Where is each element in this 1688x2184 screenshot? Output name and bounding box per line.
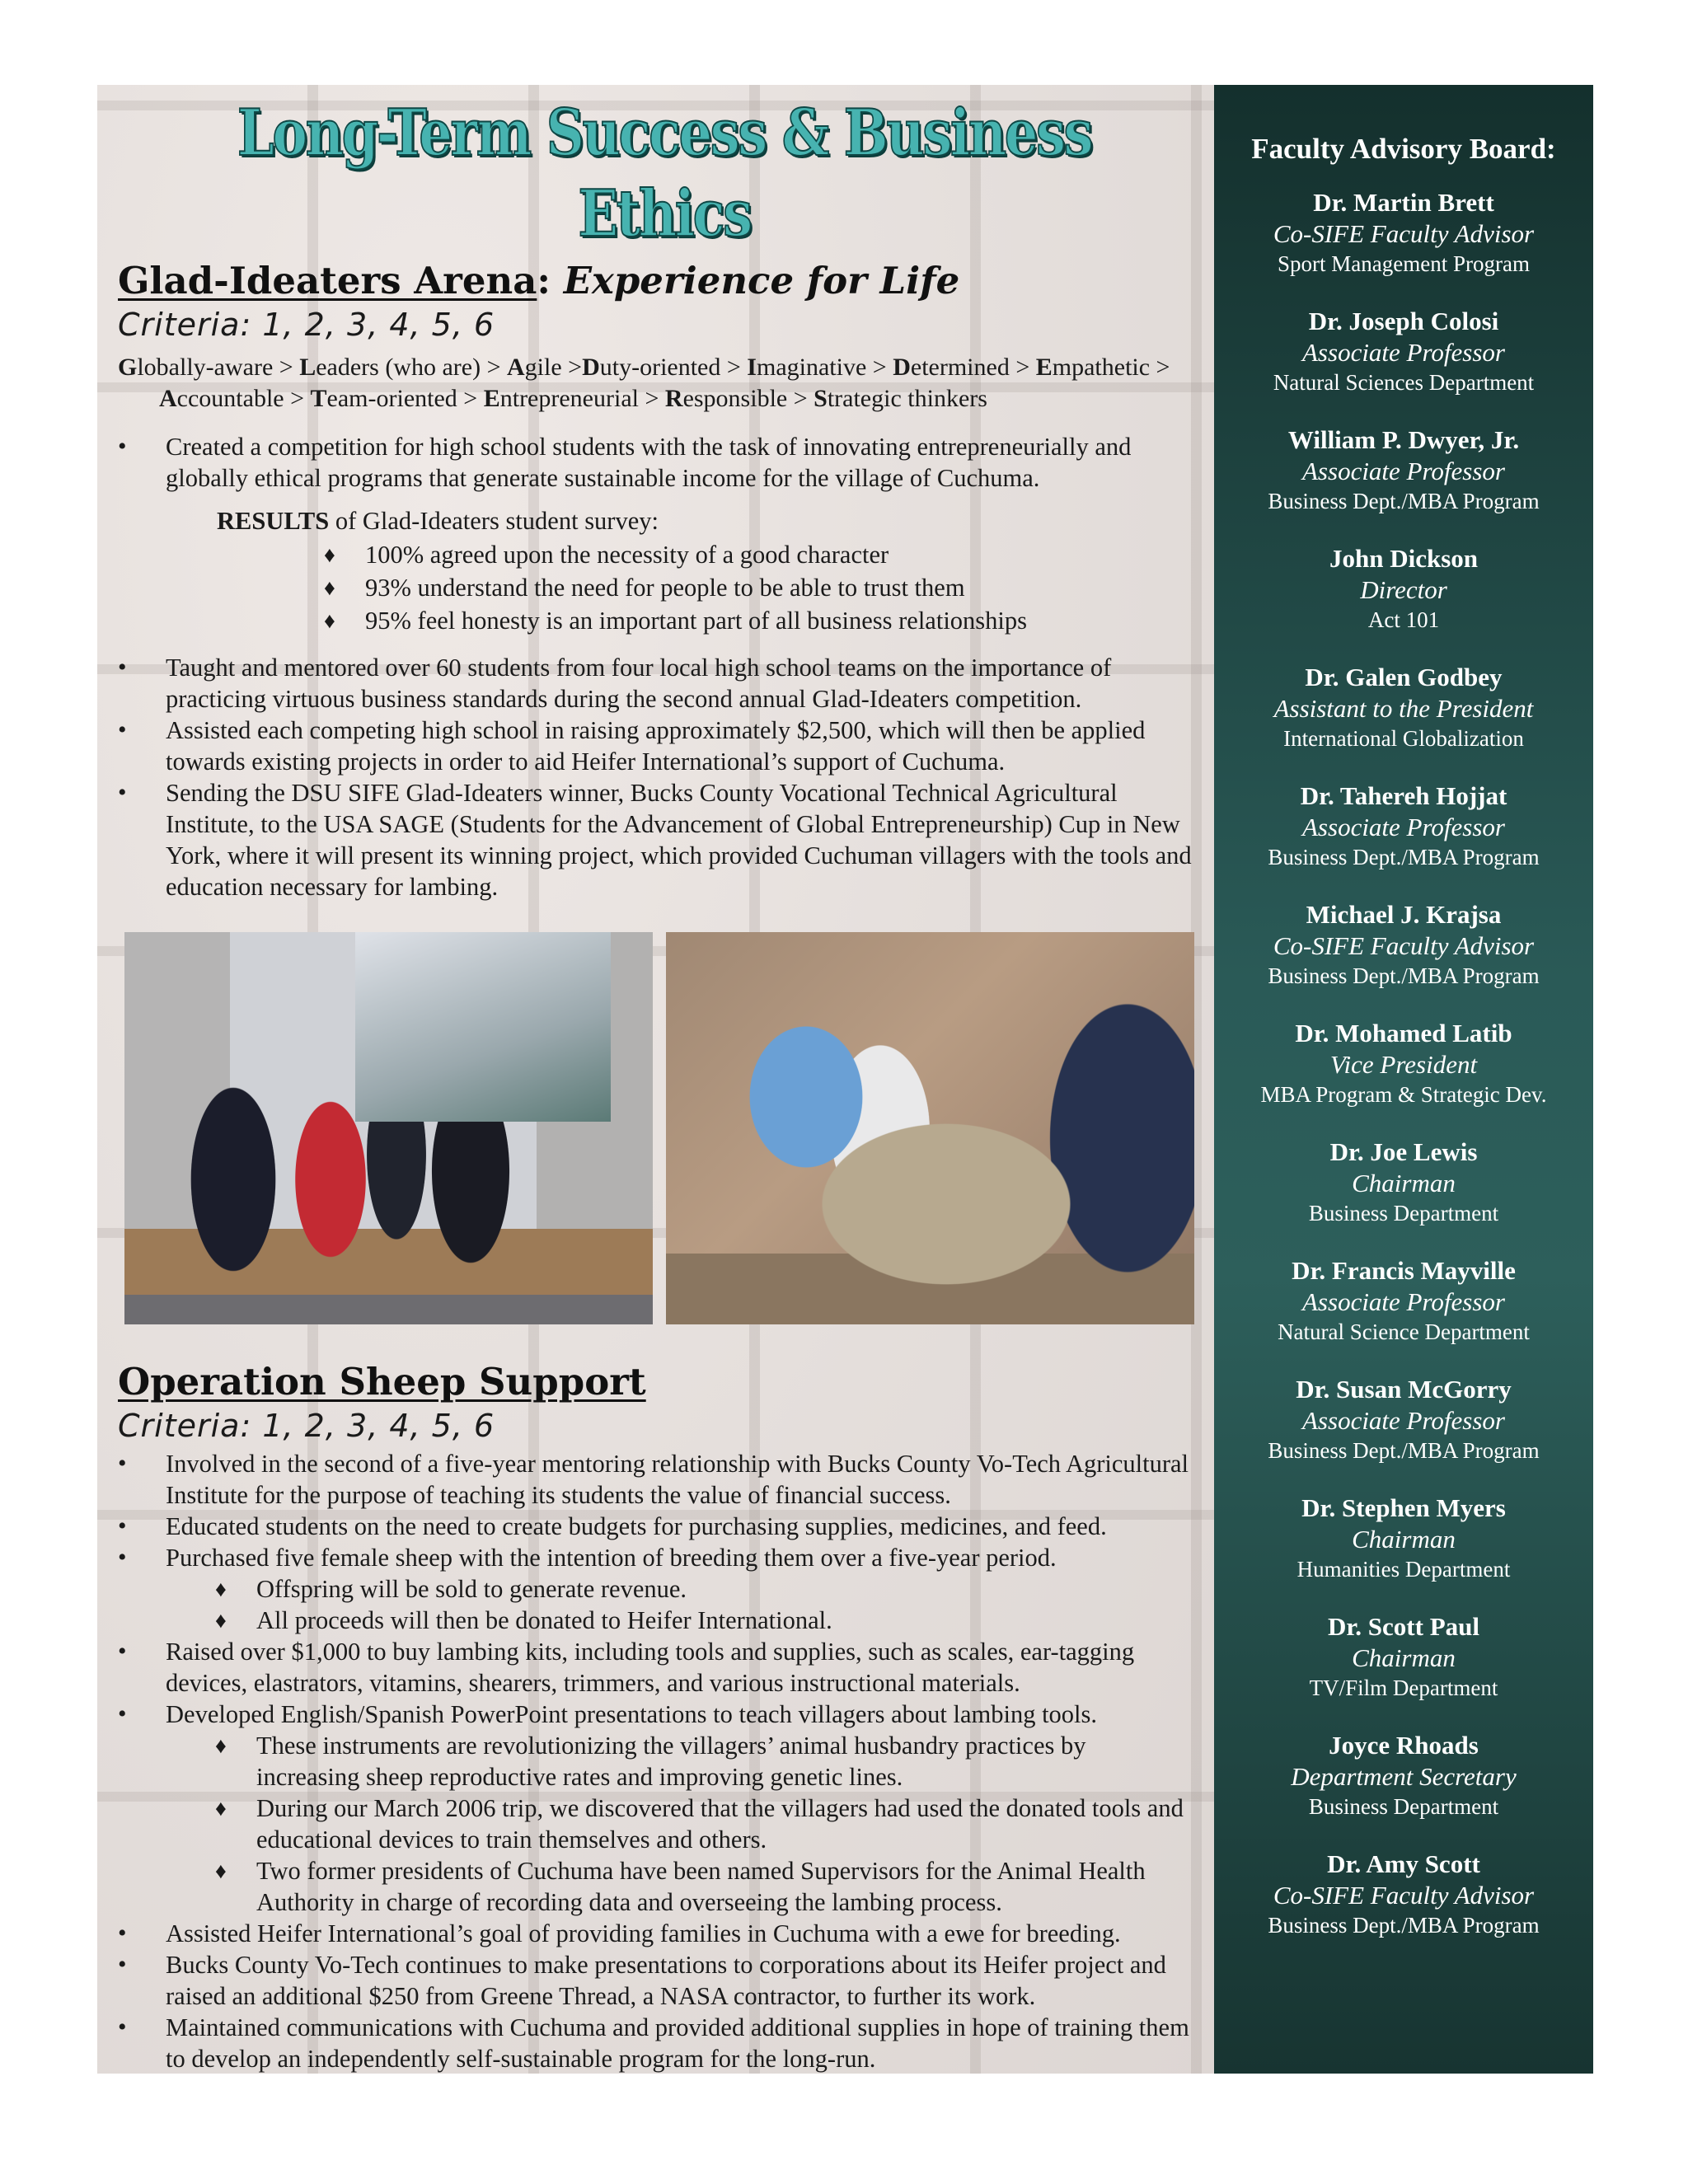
acronym-word: trategic thinkers: [827, 385, 987, 412]
results-label: RESULTS: [217, 507, 330, 535]
projector-screen: [355, 932, 611, 1122]
board-member: [1214, 1137, 1593, 1227]
list-item: [118, 1699, 1194, 1918]
member-department: Business Department: [1308, 1201, 1499, 1226]
list-item: [118, 1542, 1194, 1636]
member-role: Associate Professor: [1302, 813, 1505, 841]
acronym-word: eam-oriented >: [326, 385, 484, 412]
member-role: Associate Professor: [1302, 1406, 1505, 1435]
list-item: [118, 1918, 1194, 1949]
board-member: [1214, 1611, 1593, 1702]
acronym-letter: D: [893, 354, 911, 381]
acronym-word: gile >: [524, 354, 583, 381]
acronym-letter: D: [582, 354, 600, 381]
sub-list-item: ♦ Two former presidents of Cuchuma have been named Supervisors for the Animal Health Authority in charge of recording data and overseeing the lambing process.: [215, 1855, 1194, 1918]
board-member: [1214, 1849, 1593, 1939]
member-name: Dr. Galen Godbey: [1305, 663, 1503, 691]
sub-list-item: ♦ Offspring will be sold to generate revenue.: [215, 1573, 1194, 1605]
board-member: [1214, 662, 1593, 752]
glad-bullet-list-2: [118, 652, 1194, 902]
member-department: Business Department: [1308, 1794, 1499, 1819]
photo-row: [124, 932, 1194, 1324]
list-item: [118, 1636, 1194, 1699]
member-role: Associate Professor: [1302, 338, 1505, 367]
member-role: Chairman: [1352, 1169, 1456, 1197]
acronym-letter: A: [507, 354, 525, 381]
glad-title-sub: Experience for Life: [563, 259, 960, 302]
list-item: • Sending the DSU SIFE Glad-Ideaters winner, Bucks County Vocational Technical Agricultural Institute, to the USA SAGE (Students for the Advancement of Global Entrepreneurship) Cup in New York, where it will present its winning project, which provided Cuchuman villagers with the tools and education necessary for lambing.: [118, 777, 1194, 902]
list-item-text: Maintained communications with Cuchuma and provided additional supplies in hope of training them to develop an independently self-sustainable program for the long-run.: [166, 2013, 1189, 2073]
glad-bullet-list-1: [118, 431, 1194, 494]
list-item-text: Assisted Heifer International’s goal of providing families in Cuchuma with a ewe for breeding.: [166, 1919, 1121, 1947]
member-role: Chairman: [1352, 1525, 1456, 1554]
sub-list: [166, 1573, 1194, 1636]
list-item: [118, 1448, 1194, 1511]
list-item-text: Developed English/Spanish PowerPoint presentations to teach villagers about lambing tools.: [166, 1700, 1098, 1728]
board-member: [1214, 1493, 1593, 1583]
member-name: Dr. Stephen Myers: [1301, 1493, 1506, 1522]
sub-list-item: ♦ These instruments are revolutionizing the villagers’ animal husbandry practices by increasing sheep reproductive rates and improving genetic lines.: [215, 1730, 1194, 1793]
sheep-criteria: Criteria: 1, 2, 3, 4, 5, 6: [118, 1408, 495, 1444]
acronym-word: lobally-aware >: [137, 354, 300, 381]
glad-ideaters-title: [118, 258, 1194, 304]
list-item-text: Purchased five female sheep with the intention of breeding them over a five-year period.: [166, 1544, 1057, 1572]
member-department: Business Dept./MBA Program: [1268, 963, 1540, 988]
member-name: Dr. Tahereh Hojjat: [1300, 781, 1507, 810]
glad-acronym-line: [118, 352, 1194, 415]
board-member: [1214, 306, 1593, 396]
member-department: Sport Management Program: [1278, 251, 1530, 276]
member-department: Humanities Department: [1296, 1557, 1511, 1582]
member-name: Dr. Amy Scott: [1327, 1849, 1480, 1878]
acronym-word: maginative >: [756, 354, 893, 381]
acronym-word: ccountable >: [176, 385, 311, 412]
glad-results-list: [118, 538, 1194, 637]
list-item: ♦ 93% understand the need for people to be able to trust them: [324, 571, 1194, 604]
member-department: Business Dept./MBA Program: [1268, 1913, 1540, 1938]
member-department: International Globalization: [1283, 726, 1524, 751]
list-item-text: Involved in the second of a five-year mentoring relationship with Bucks County Vo-Tech Agricultural Institute for the purpose of teaching its students the value of financial success.: [166, 1450, 1189, 1509]
page: [97, 85, 1593, 2074]
sub-list-item: ♦ All proceeds will then be donated to Heifer International.: [215, 1605, 1194, 1636]
glad-title-colon: :: [537, 259, 551, 302]
acronym-word: eaders (who are) >: [316, 354, 507, 381]
acronym-letter: A: [159, 385, 177, 412]
member-name: Michael J. Krajsa: [1306, 900, 1502, 929]
acronym-letter: S: [814, 385, 828, 412]
sheep-title-text: Operation Sheep Support: [118, 1360, 646, 1404]
list-item-text: Educated students on the need to create budgets for purchasing supplies, medicines, and feed.: [166, 1512, 1107, 1540]
member-role: Co-SIFE Faculty Advisor: [1273, 1881, 1535, 1910]
member-role: Associate Professor: [1302, 457, 1505, 485]
member-role: Chairman: [1352, 1643, 1456, 1672]
member-name: Dr. Francis Mayville: [1292, 1256, 1516, 1285]
member-department: Natural Science Department: [1278, 1319, 1530, 1344]
member-role: Vice President: [1329, 1050, 1478, 1079]
member-department: Business Dept./MBA Program: [1268, 1438, 1540, 1463]
member-department: Business Dept./MBA Program: [1268, 845, 1540, 869]
list-item: [118, 1949, 1194, 2012]
list-item-text: Bucks County Vo-Tech continues to make presentations to corporations about its Heifer project and raised an additional $250 from Greene Thread, a NASA contractor, to further its work.: [166, 1951, 1166, 2010]
member-name: Dr. Scott Paul: [1328, 1612, 1479, 1641]
list-item: • Assisted each competing high school in raising approximately $2,500, which will then be applied towards existing projects in order to aid Heifer International’s support of Cuchuma.: [118, 715, 1194, 777]
member-role: Co-SIFE Faculty Advisor: [1273, 219, 1535, 248]
main-content: [97, 85, 1214, 2074]
board-member: [1214, 1255, 1593, 1346]
list-item-text: Raised over $1,000 to buy lambing kits, including tools and supplies, such as scales, ear-tagging devices, elastrators, vitamins, shearers, trimmers, and various instructional materials.: [166, 1638, 1135, 1697]
board-member: [1214, 1374, 1593, 1465]
page-headline: Long-Term Success & Business Ethics: [237, 96, 1092, 251]
presentation-photo: [124, 932, 653, 1324]
member-department: TV/Film Department: [1309, 1675, 1498, 1700]
member-name: Dr. Joseph Colosi: [1308, 307, 1499, 335]
sheep-shearing-photo: [666, 932, 1194, 1324]
member-role: Director: [1360, 575, 1447, 604]
board-member: [1214, 899, 1593, 990]
member-name: Joyce Rhoads: [1329, 1731, 1479, 1760]
member-department: Act 101: [1367, 607, 1440, 632]
member-department: Business Dept./MBA Program: [1268, 489, 1540, 513]
sub-list-item: ♦ During our March 2006 trip, we discovered that the villagers had used the donated tools and educational devices to train themselves and others.: [215, 1793, 1194, 1855]
member-department: MBA Program & Strategic Dev.: [1260, 1082, 1547, 1107]
list-item: • Created a competition for high school students with the task of innovating entrepreneurially and globally ethical programs that generate sustainable income for the village of Cuchuma.: [118, 431, 1194, 494]
list-item: [118, 1511, 1194, 1542]
acronym-word: ntrepreneurial >: [499, 385, 665, 412]
member-name: Dr. Susan McGorry: [1296, 1375, 1512, 1404]
acronym-letter: G: [118, 354, 138, 381]
member-department: Natural Sciences Department: [1273, 370, 1535, 395]
list-item: • Taught and mentored over 60 students from four local high school teams on the importance of practicing virtuous business standards during the second annual Glad-Ideaters competition.: [118, 652, 1194, 715]
glad-results-heading: [118, 505, 1194, 537]
acronym-letter: E: [1035, 354, 1053, 381]
acronym-word: mpathetic >: [1052, 354, 1170, 381]
list-item: ♦ 100% agreed upon the necessity of a good character: [324, 538, 1194, 571]
faculty-advisory-board: [1214, 85, 1593, 2074]
member-role: Associate Professor: [1302, 1287, 1505, 1316]
sub-list: [166, 1730, 1194, 1918]
board-title: Faculty Advisory Board:: [1251, 133, 1556, 165]
acronym-letter: R: [664, 385, 683, 412]
member-name: Dr. Mohamed Latib: [1295, 1019, 1512, 1047]
board-member: [1214, 424, 1593, 515]
results-text: of Glad-Ideaters student survey:: [329, 507, 659, 535]
acronym-word: etermined >: [910, 354, 1036, 381]
acronym-letter: I: [747, 354, 757, 381]
acronym-letter: E: [483, 385, 500, 412]
list-item: ♦ 95% feel honesty is an important part of all business relationships: [324, 604, 1194, 637]
acronym-word: esponsible >: [682, 385, 814, 412]
board-member-list: [1214, 187, 1593, 1939]
board-member: [1214, 187, 1593, 278]
board-member: [1214, 543, 1593, 634]
acronym-letter: T: [310, 385, 327, 412]
board-member: [1214, 1730, 1593, 1821]
sheep-bullet-list: [118, 1448, 1194, 2074]
member-name: Dr. Martin Brett: [1313, 188, 1494, 217]
board-member: [1214, 1018, 1593, 1108]
member-name: William P. Dwyer, Jr.: [1287, 425, 1520, 454]
glad-criteria: Criteria: 1, 2, 3, 4, 5, 6: [118, 307, 495, 343]
list-item: [118, 2012, 1194, 2074]
member-name: John Dickson: [1329, 544, 1479, 573]
member-role: Department Secretary: [1291, 1762, 1517, 1791]
acronym-word: uty-oriented >: [599, 354, 748, 381]
operation-sheep-title: [118, 1359, 1194, 1405]
member-name: Dr. Joe Lewis: [1329, 1137, 1478, 1166]
glad-title-main: Glad-Ideaters Arena: [118, 259, 537, 302]
board-member: [1214, 780, 1593, 871]
member-role: Co-SIFE Faculty Advisor: [1273, 931, 1535, 960]
member-role: Assistant to the President: [1273, 694, 1534, 723]
acronym-letter: L: [299, 354, 316, 381]
